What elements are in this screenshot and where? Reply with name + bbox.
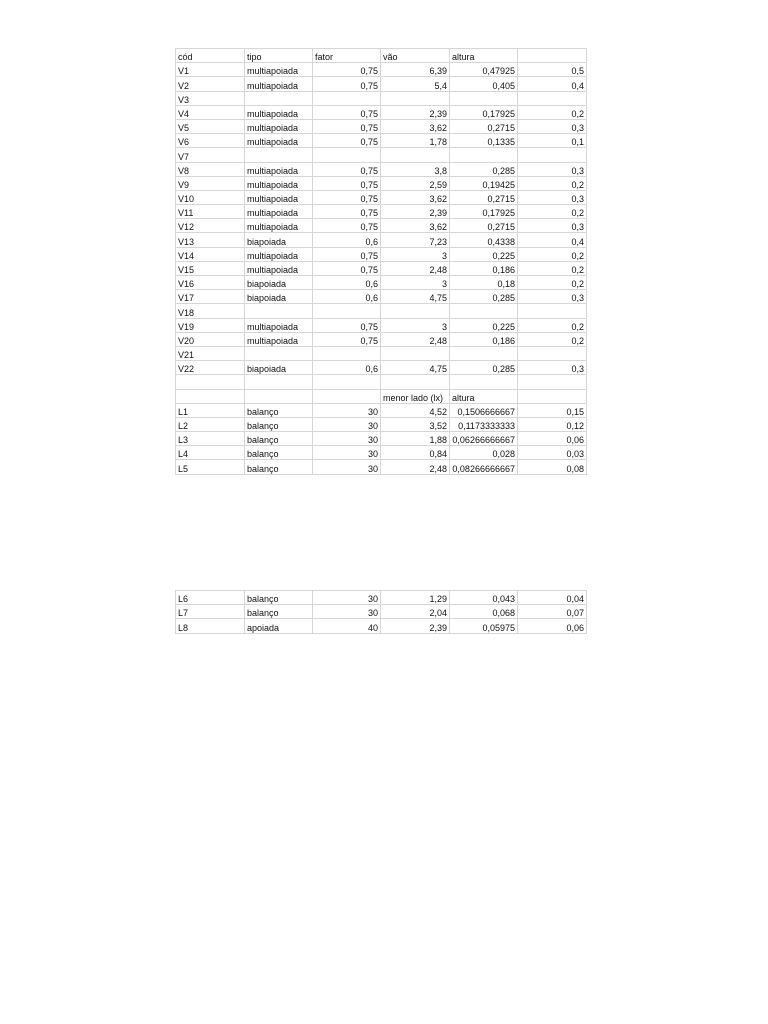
- table-cell: 30: [313, 460, 381, 474]
- table-cell: 0,08266666667: [450, 460, 518, 474]
- table-cell: V5: [176, 119, 245, 133]
- table-cell: [176, 375, 245, 389]
- table-cell: 0,75: [313, 77, 381, 91]
- table-cell: 0,5: [518, 63, 587, 77]
- table-cell: 0,12: [518, 417, 587, 431]
- table-cell: menor lado (lx): [381, 389, 450, 403]
- table-cell: 0,75: [313, 134, 381, 148]
- table-cell: 0,05975: [450, 619, 518, 633]
- table-cell: 6,39: [381, 63, 450, 77]
- table-cell: biapoiada: [245, 233, 313, 247]
- table-cell: 0,043: [450, 591, 518, 605]
- table-cell: 0,028: [450, 446, 518, 460]
- table-cell: [381, 148, 450, 162]
- table-cell: V13: [176, 233, 245, 247]
- table-cell: V3: [176, 91, 245, 105]
- table-cell: 0,4338: [450, 233, 518, 247]
- table-cell: 0,186: [450, 261, 518, 275]
- table-cell: multiapoiada: [245, 134, 313, 148]
- table-cell: fator: [313, 49, 381, 63]
- table-cell: 1,29: [381, 591, 450, 605]
- table-cell: L3: [176, 432, 245, 446]
- table-cell: biapoiada: [245, 361, 313, 375]
- table-cell: [313, 304, 381, 318]
- table-row: [176, 247, 587, 261]
- table-cell: 0,47925: [450, 63, 518, 77]
- table-cell: 2,04: [381, 605, 450, 619]
- table-cell: 3,52: [381, 417, 450, 431]
- table-row: [176, 403, 587, 417]
- table-cell: L8: [176, 619, 245, 633]
- table-row: [176, 162, 587, 176]
- table-row: [176, 233, 587, 247]
- table-cell: 0,1173333333: [450, 417, 518, 431]
- table-row: [176, 219, 587, 233]
- table-cell: 7,23: [381, 233, 450, 247]
- table-cell: multiapoiada: [245, 63, 313, 77]
- table-cell: 0,07: [518, 605, 587, 619]
- table-cell: 0,75: [313, 176, 381, 190]
- table-cell: 3,62: [381, 190, 450, 204]
- table-cell: tipo: [245, 49, 313, 63]
- table-cell: L5: [176, 460, 245, 474]
- table-row: [176, 105, 587, 119]
- table-row: [176, 619, 587, 633]
- table-cell: 0,2: [518, 105, 587, 119]
- table-cell: 0,405: [450, 77, 518, 91]
- table-cell: 2,48: [381, 460, 450, 474]
- table-cell: 4,75: [381, 361, 450, 375]
- table-cell: L2: [176, 417, 245, 431]
- table-cell: 0,06266666667: [450, 432, 518, 446]
- table-cell: V18: [176, 304, 245, 318]
- table-cell: [381, 304, 450, 318]
- table-cell: [518, 148, 587, 162]
- table-cell: 0,75: [313, 247, 381, 261]
- table-cell: [518, 346, 587, 360]
- table-cell: 3,8: [381, 162, 450, 176]
- table-row: [176, 361, 587, 375]
- table-cell: 0,75: [313, 219, 381, 233]
- table-cell: V1: [176, 63, 245, 77]
- spreadsheet-table-continuation: [175, 590, 587, 634]
- table-body: [176, 49, 587, 475]
- table-cell: 30: [313, 446, 381, 460]
- table-cell: 0,2715: [450, 219, 518, 233]
- table-cell: 0,3: [518, 190, 587, 204]
- table-cell: 0,2: [518, 247, 587, 261]
- table-cell: 2,59: [381, 176, 450, 190]
- table-cell: multiapoiada: [245, 162, 313, 176]
- table-cell: 0,06: [518, 432, 587, 446]
- table-cell: balanço: [245, 460, 313, 474]
- table-cell: V6: [176, 134, 245, 148]
- table-cell: 0,2: [518, 332, 587, 346]
- table-cell: 0,3: [518, 119, 587, 133]
- table-row: [176, 318, 587, 332]
- table-cell: 0,17925: [450, 105, 518, 119]
- table-cell: 2,39: [381, 205, 450, 219]
- table-row: [176, 605, 587, 619]
- table-cell: vão: [381, 49, 450, 63]
- table-cell: biapoiada: [245, 276, 313, 290]
- table-row: [176, 134, 587, 148]
- table-cell: [313, 91, 381, 105]
- table-cell: [518, 49, 587, 63]
- table-cell: 40: [313, 619, 381, 633]
- table-cell: 0,19425: [450, 176, 518, 190]
- table-cell: [450, 375, 518, 389]
- table-cell: [313, 346, 381, 360]
- table-cell: 1,78: [381, 134, 450, 148]
- table-cell: 0,285: [450, 361, 518, 375]
- table-cell: 3: [381, 247, 450, 261]
- table-cell: [245, 91, 313, 105]
- table-cell: 0,285: [450, 162, 518, 176]
- table-cell: 0,2715: [450, 119, 518, 133]
- table-cell: L4: [176, 446, 245, 460]
- table-cell: 30: [313, 403, 381, 417]
- table-cell: 0,1: [518, 134, 587, 148]
- table-cell: 0,75: [313, 332, 381, 346]
- table-cell: 0,75: [313, 205, 381, 219]
- table-cell: L1: [176, 403, 245, 417]
- table-cell: balanço: [245, 417, 313, 431]
- table-cell: multiapoiada: [245, 119, 313, 133]
- table-cell: 0,1335: [450, 134, 518, 148]
- table-cell: balanço: [245, 432, 313, 446]
- table-cell: V2: [176, 77, 245, 91]
- table-cell: [518, 389, 587, 403]
- table-cell: [381, 375, 450, 389]
- table-cell: multiapoiada: [245, 318, 313, 332]
- table-cell: [518, 375, 587, 389]
- table-cell: 30: [313, 417, 381, 431]
- table-cell: 0,75: [313, 119, 381, 133]
- table-cell: [313, 389, 381, 403]
- table-row: [176, 332, 587, 346]
- table-row: [176, 276, 587, 290]
- table-cell: balanço: [245, 446, 313, 460]
- table-cell: V20: [176, 332, 245, 346]
- table-cell: 0,4: [518, 77, 587, 91]
- table-cell: [313, 148, 381, 162]
- table-cell: 0,2: [518, 318, 587, 332]
- table-cell: altura: [450, 49, 518, 63]
- table-cell: 0,2: [518, 205, 587, 219]
- table-cell: 0,75: [313, 190, 381, 204]
- table-cell: 0,225: [450, 247, 518, 261]
- table-cell: 4,75: [381, 290, 450, 304]
- table-cell: [245, 346, 313, 360]
- table-cell: V9: [176, 176, 245, 190]
- table-cell: [245, 148, 313, 162]
- table-cell: 5,4: [381, 77, 450, 91]
- table-row: [176, 190, 587, 204]
- table-cell: 0,1506666667: [450, 403, 518, 417]
- table-cell: apoiada: [245, 619, 313, 633]
- table-cell: multiapoiada: [245, 247, 313, 261]
- table-cell: [313, 375, 381, 389]
- table-cell: cód: [176, 49, 245, 63]
- table-row: [176, 205, 587, 219]
- table-cell: 0,15: [518, 403, 587, 417]
- table-row: [176, 460, 587, 474]
- table-cell: [245, 304, 313, 318]
- table-body: [176, 591, 587, 634]
- table-cell: 0,03: [518, 446, 587, 460]
- table-cell: [450, 346, 518, 360]
- table-cell: 0,6: [313, 290, 381, 304]
- table-cell: L6: [176, 591, 245, 605]
- table-cell: 3,62: [381, 219, 450, 233]
- table-cell: 0,3: [518, 219, 587, 233]
- table-row: [176, 261, 587, 275]
- table-cell: balanço: [245, 403, 313, 417]
- table-cell: 0,18: [450, 276, 518, 290]
- table-cell: V14: [176, 247, 245, 261]
- table-cell: [245, 389, 313, 403]
- table-cell: V21: [176, 346, 245, 360]
- table-cell: 0,6: [313, 276, 381, 290]
- table-cell: [176, 389, 245, 403]
- table-cell: V7: [176, 148, 245, 162]
- table-cell: 0,2715: [450, 190, 518, 204]
- table-cell: multiapoiada: [245, 176, 313, 190]
- table-cell: V16: [176, 276, 245, 290]
- table-cell: V15: [176, 261, 245, 275]
- table-cell: 3: [381, 276, 450, 290]
- table-cell: multiapoiada: [245, 105, 313, 119]
- table-cell: 0,2: [518, 261, 587, 275]
- table-cell: V22: [176, 361, 245, 375]
- table-cell: 0,225: [450, 318, 518, 332]
- table-cell: L7: [176, 605, 245, 619]
- table-cell: 4,52: [381, 403, 450, 417]
- table-cell: altura: [450, 389, 518, 403]
- table-cell: 0,75: [313, 105, 381, 119]
- table-cell: V17: [176, 290, 245, 304]
- table-cell: multiapoiada: [245, 190, 313, 204]
- table-row: [176, 346, 587, 360]
- table-cell: 30: [313, 605, 381, 619]
- table-cell: 0,75: [313, 318, 381, 332]
- table-row: [176, 304, 587, 318]
- table-row: [176, 176, 587, 190]
- table-cell: V10: [176, 190, 245, 204]
- table-row: [176, 148, 587, 162]
- table-cell: [450, 91, 518, 105]
- table-cell: 0,3: [518, 361, 587, 375]
- table-cell: biapoiada: [245, 290, 313, 304]
- table-row: [176, 389, 587, 403]
- table-cell: balanço: [245, 605, 313, 619]
- table-cell: 0,17925: [450, 205, 518, 219]
- table-cell: 0,6: [313, 233, 381, 247]
- table-cell: 3,62: [381, 119, 450, 133]
- table-cell: 0,75: [313, 63, 381, 77]
- table-cell: 0,04: [518, 591, 587, 605]
- table-cell: V11: [176, 205, 245, 219]
- table-cell: balanço: [245, 591, 313, 605]
- table-cell: multiapoiada: [245, 332, 313, 346]
- table-cell: 0,75: [313, 162, 381, 176]
- table-cell: 0,84: [381, 446, 450, 460]
- table-cell: [450, 148, 518, 162]
- table-cell: 0,4: [518, 233, 587, 247]
- table-cell: multiapoiada: [245, 261, 313, 275]
- table-row: [176, 77, 587, 91]
- table-cell: 2,48: [381, 332, 450, 346]
- table-cell: 0,06: [518, 619, 587, 633]
- table-cell: V19: [176, 318, 245, 332]
- table-row: [176, 432, 587, 446]
- table-cell: 0,08: [518, 460, 587, 474]
- table-cell: V4: [176, 105, 245, 119]
- table-cell: 2,48: [381, 261, 450, 275]
- table-cell: 30: [313, 591, 381, 605]
- table-cell: 0,6: [313, 361, 381, 375]
- table-cell: 1,88: [381, 432, 450, 446]
- table-cell: 0,3: [518, 290, 587, 304]
- table-cell: [518, 304, 587, 318]
- table-cell: multiapoiada: [245, 219, 313, 233]
- table-cell: [450, 304, 518, 318]
- table-cell: 3: [381, 318, 450, 332]
- table-cell: [245, 375, 313, 389]
- table-cell: 0,068: [450, 605, 518, 619]
- table-cell: 2,39: [381, 105, 450, 119]
- table-row: [176, 375, 587, 389]
- table-cell: [518, 91, 587, 105]
- table-cell: 0,2: [518, 176, 587, 190]
- table-row: [176, 49, 587, 63]
- table-row: [176, 591, 587, 605]
- table-cell: 0,75: [313, 261, 381, 275]
- table-row: [176, 119, 587, 133]
- table-cell: 0,3: [518, 162, 587, 176]
- table-row: [176, 446, 587, 460]
- table-cell: 2,39: [381, 619, 450, 633]
- table-cell: multiapoiada: [245, 205, 313, 219]
- table-cell: 0,186: [450, 332, 518, 346]
- table-cell: 0,2: [518, 276, 587, 290]
- table-cell: V12: [176, 219, 245, 233]
- table-cell: [381, 346, 450, 360]
- table-row: [176, 290, 587, 304]
- table-row: [176, 91, 587, 105]
- table-cell: multiapoiada: [245, 77, 313, 91]
- table-row: [176, 63, 587, 77]
- table-cell: 30: [313, 432, 381, 446]
- table-row: [176, 417, 587, 431]
- spreadsheet-table-main: [175, 48, 587, 475]
- table-cell: [381, 91, 450, 105]
- table-cell: V8: [176, 162, 245, 176]
- table-cell: 0,285: [450, 290, 518, 304]
